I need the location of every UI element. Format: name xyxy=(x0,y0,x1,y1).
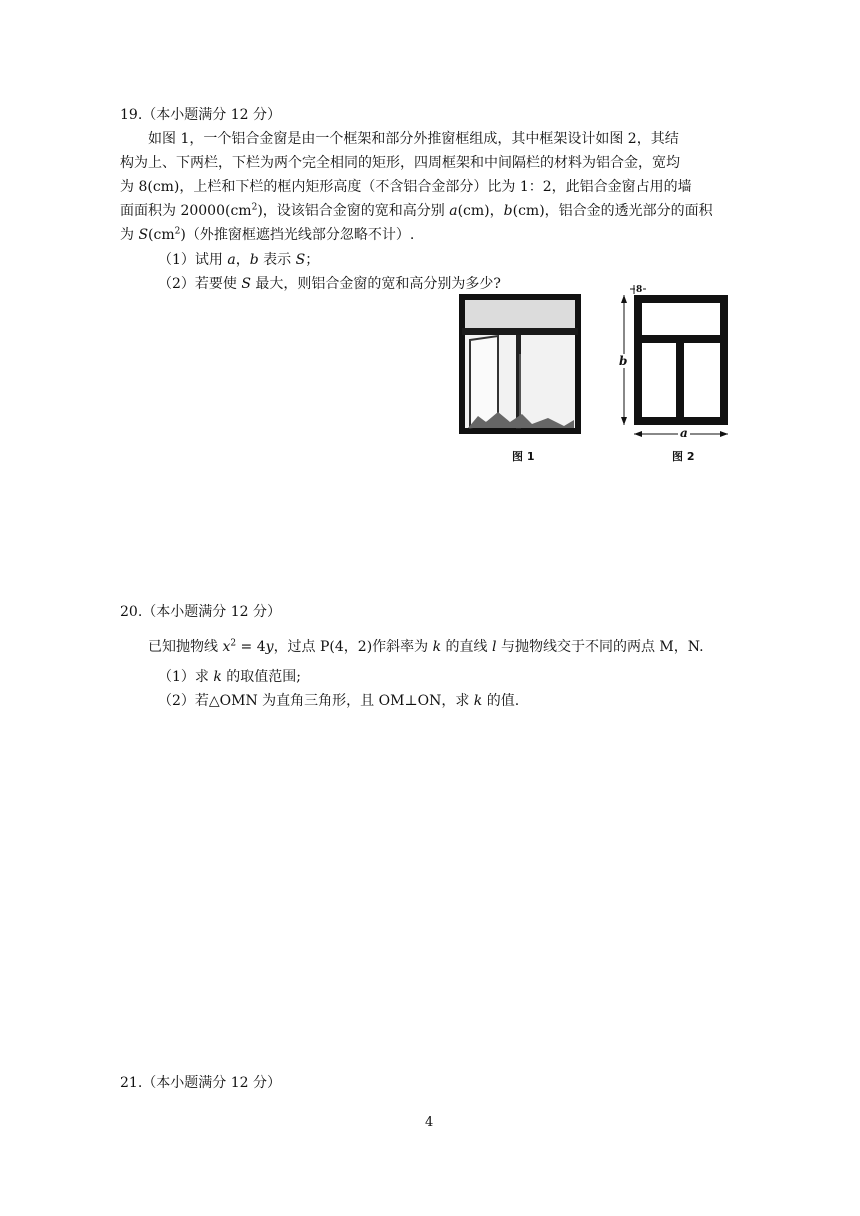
q19-text-line-2: 构为上、下两栏，下栏为两个完全相同的矩形，四周框架和中间隔栏的材料为铝合金，宽均 xyxy=(120,155,680,171)
q19-part-2: （2）若要使 S 最大，则铝合金窗的宽和高分别为多少? xyxy=(158,276,501,292)
figure-2-b-label: b xyxy=(619,354,628,368)
q20-part-2: （2）若△OMN 为直角三角形，且 OM⊥ON，求 k 的值. xyxy=(158,693,520,709)
q20-header: 20.（本小题满分 12 分） xyxy=(120,604,281,620)
q21-header: 21.（本小题满分 12 分） xyxy=(120,1075,281,1091)
q19-header: 19.（本小题满分 12 分） xyxy=(120,107,281,123)
page-number: 4 xyxy=(425,1115,434,1130)
q19-text-line-5: 为 $S(cm^2)$（外推窗框遮挡光线部分忽略不计）. xyxy=(120,226,415,243)
q19-part-1: （1）试用 a，b 表示 S； xyxy=(158,252,320,268)
q19-text-line-1: 如图 1，一个铝合金窗是由一个框架和部分外推窗框组成，其中框架设计如图 2，其结 xyxy=(148,131,679,147)
frame-outline xyxy=(634,295,728,425)
q19-text-line-3: 为 8(cm)，上栏和下栏的框内矩形高度（不含铝合金部分）比为 1：2，此铝合金窗占用的墙 xyxy=(120,179,692,195)
figure-1-window-photo xyxy=(458,294,582,436)
figure-2-width-label: 8 xyxy=(636,285,643,295)
q19-text-line-4: 面面积为 $20000(cm^2)$，设该铝合金窗的宽和高分别 a(cm)，b(cm)，铝合金的透光部分的面积 xyxy=(120,202,713,219)
q20-part-1: （1）求 k 的取值范围; xyxy=(158,669,302,685)
figure-2-caption: 图 2 xyxy=(672,450,695,463)
figure-2-a-label: a xyxy=(680,426,688,440)
figure-1-caption: 图 1 xyxy=(512,450,535,463)
q20-text-line-1: 已知抛物线 $x^2 = 4y$，过点 P(4，2)作斜率为 k 的直线 l 与抛物线交于不同的两点 M，N. xyxy=(148,638,704,655)
figure-2-frame-diagram xyxy=(610,284,735,442)
